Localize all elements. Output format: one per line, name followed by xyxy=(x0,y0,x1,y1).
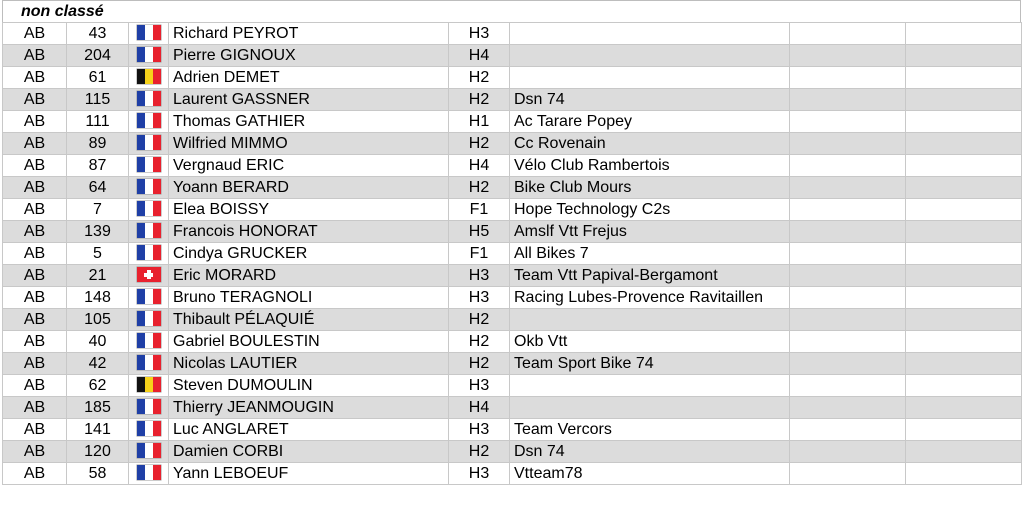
flag-cell xyxy=(129,111,169,133)
status-cell: AB xyxy=(3,155,67,177)
empty-cell xyxy=(790,265,906,287)
france-flag-icon xyxy=(137,399,161,414)
bib-number-cell: 111 xyxy=(67,111,129,133)
category-cell: H2 xyxy=(449,309,510,331)
table-row xyxy=(3,89,1022,111)
category-cell: H2 xyxy=(449,353,510,375)
empty-cell xyxy=(906,111,1022,133)
france-flag-icon xyxy=(137,355,161,370)
empty-cell xyxy=(906,353,1022,375)
switzerland-flag-icon xyxy=(137,267,161,282)
rider-name-cell: Steven DUMOULIN xyxy=(169,375,449,397)
flag-cell xyxy=(129,419,169,441)
team-cell: Vélo Club Rambertois xyxy=(510,155,790,177)
team-cell: Okb Vtt xyxy=(510,331,790,353)
empty-cell xyxy=(906,309,1022,331)
team-cell xyxy=(510,397,790,419)
category-cell: H2 xyxy=(449,177,510,199)
belgium-flag-icon xyxy=(137,69,161,84)
empty-cell xyxy=(906,155,1022,177)
status-cell: AB xyxy=(3,331,67,353)
empty-cell xyxy=(790,133,906,155)
bib-number-cell: 62 xyxy=(67,375,129,397)
results-page xyxy=(2,0,1021,485)
team-cell: Team Sport Bike 74 xyxy=(510,353,790,375)
rider-name-cell: Thierry JEANMOUGIN xyxy=(169,397,449,419)
france-flag-icon xyxy=(137,179,161,194)
empty-cell xyxy=(790,287,906,309)
rider-name-cell: Cindya GRUCKER xyxy=(169,243,449,265)
team-cell xyxy=(510,309,790,331)
france-flag-icon xyxy=(137,47,161,62)
rider-name-cell: Richard PEYROT xyxy=(169,23,449,45)
empty-cell xyxy=(906,441,1022,463)
bib-number-cell: 5 xyxy=(67,243,129,265)
bib-number-cell: 7 xyxy=(67,199,129,221)
table-row xyxy=(3,309,1022,331)
empty-cell xyxy=(790,309,906,331)
flag-cell xyxy=(129,177,169,199)
bib-number-cell: 115 xyxy=(67,89,129,111)
empty-cell xyxy=(906,287,1022,309)
table-row xyxy=(3,353,1022,375)
flag-cell xyxy=(129,265,169,287)
empty-cell xyxy=(906,67,1022,89)
rider-name-cell: Vergnaud ERIC xyxy=(169,155,449,177)
table-row xyxy=(3,397,1022,419)
table-row xyxy=(3,331,1022,353)
france-flag-icon xyxy=(137,311,161,326)
empty-cell xyxy=(790,111,906,133)
status-cell: AB xyxy=(3,397,67,419)
flag-cell xyxy=(129,133,169,155)
status-cell: AB xyxy=(3,23,67,45)
status-cell: AB xyxy=(3,419,67,441)
status-cell: AB xyxy=(3,221,67,243)
category-cell: H2 xyxy=(449,441,510,463)
empty-cell xyxy=(790,67,906,89)
bib-number-cell: 141 xyxy=(67,419,129,441)
france-flag-icon xyxy=(137,91,161,106)
team-cell: Bike Club Mours xyxy=(510,177,790,199)
flag-cell xyxy=(129,243,169,265)
france-flag-icon xyxy=(137,333,161,348)
category-cell: H2 xyxy=(449,67,510,89)
flag-cell xyxy=(129,397,169,419)
table-row xyxy=(3,265,1022,287)
status-cell: AB xyxy=(3,265,67,287)
france-flag-icon xyxy=(137,245,161,260)
bib-number-cell: 105 xyxy=(67,309,129,331)
empty-cell xyxy=(906,177,1022,199)
rider-name-cell: Damien CORBI xyxy=(169,441,449,463)
france-flag-icon xyxy=(137,135,161,150)
status-cell: AB xyxy=(3,287,67,309)
france-flag-icon xyxy=(137,421,161,436)
bib-number-cell: 40 xyxy=(67,331,129,353)
bib-number-cell: 89 xyxy=(67,133,129,155)
flag-cell xyxy=(129,287,169,309)
table-row xyxy=(3,243,1022,265)
empty-cell xyxy=(906,375,1022,397)
team-cell: Ac Tarare Popey xyxy=(510,111,790,133)
table-row xyxy=(3,155,1022,177)
team-cell xyxy=(510,375,790,397)
bib-number-cell: 61 xyxy=(67,67,129,89)
rider-name-cell: Gabriel BOULESTIN xyxy=(169,331,449,353)
flag-cell xyxy=(129,67,169,89)
team-cell: Vtteam78 xyxy=(510,463,790,485)
flag-cell xyxy=(129,89,169,111)
flag-cell xyxy=(129,353,169,375)
status-cell: AB xyxy=(3,375,67,397)
team-cell: Amslf Vtt Frejus xyxy=(510,221,790,243)
category-cell: H3 xyxy=(449,265,510,287)
team-cell: Team Vtt Papival-Bergamont xyxy=(510,265,790,287)
category-cell: H3 xyxy=(449,287,510,309)
category-cell: H3 xyxy=(449,375,510,397)
bib-number-cell: 43 xyxy=(67,23,129,45)
category-cell: H3 xyxy=(449,23,510,45)
rider-name-cell: Nicolas LAUTIER xyxy=(169,353,449,375)
category-cell: H4 xyxy=(449,397,510,419)
category-cell: H2 xyxy=(449,89,510,111)
team-cell: Cc Rovenain xyxy=(510,133,790,155)
status-cell: AB xyxy=(3,45,67,67)
empty-cell xyxy=(906,45,1022,67)
team-cell xyxy=(510,67,790,89)
team-cell xyxy=(510,23,790,45)
empty-cell xyxy=(906,419,1022,441)
empty-cell xyxy=(790,155,906,177)
france-flag-icon xyxy=(137,289,161,304)
bib-number-cell: 120 xyxy=(67,441,129,463)
table-row xyxy=(3,419,1022,441)
empty-cell xyxy=(790,441,906,463)
bib-number-cell: 64 xyxy=(67,177,129,199)
team-cell: All Bikes 7 xyxy=(510,243,790,265)
category-cell: H5 xyxy=(449,221,510,243)
table-row xyxy=(3,221,1022,243)
rider-name-cell: Thibault PÉLAQUIÉ xyxy=(169,309,449,331)
rider-name-cell: Elea BOISSY xyxy=(169,199,449,221)
empty-cell xyxy=(790,89,906,111)
flag-cell xyxy=(129,23,169,45)
france-flag-icon xyxy=(137,223,161,238)
team-cell: Racing Lubes-Provence Ravitaillen xyxy=(510,287,790,309)
empty-cell xyxy=(790,375,906,397)
flag-cell xyxy=(129,309,169,331)
empty-cell xyxy=(790,419,906,441)
empty-cell xyxy=(790,331,906,353)
belgium-flag-icon xyxy=(137,377,161,392)
empty-cell xyxy=(906,463,1022,485)
team-cell xyxy=(510,45,790,67)
status-cell: AB xyxy=(3,463,67,485)
flag-cell xyxy=(129,441,169,463)
france-flag-icon xyxy=(137,113,161,128)
rider-name-cell: Eric MORARD xyxy=(169,265,449,287)
rider-name-cell: Yann LEBOEUF xyxy=(169,463,449,485)
flag-cell xyxy=(129,331,169,353)
flag-cell xyxy=(129,375,169,397)
team-cell: Dsn 74 xyxy=(510,89,790,111)
rider-name-cell: Yoann BERARD xyxy=(169,177,449,199)
empty-cell xyxy=(906,221,1022,243)
france-flag-icon xyxy=(137,443,161,458)
france-flag-icon xyxy=(137,157,161,172)
empty-cell xyxy=(790,23,906,45)
empty-cell xyxy=(906,133,1022,155)
empty-cell xyxy=(790,243,906,265)
table-row xyxy=(3,463,1022,485)
empty-cell xyxy=(906,23,1022,45)
france-flag-icon xyxy=(137,465,161,480)
empty-cell xyxy=(906,265,1022,287)
status-cell: AB xyxy=(3,67,67,89)
empty-cell xyxy=(790,221,906,243)
category-cell: H4 xyxy=(449,45,510,67)
flag-cell xyxy=(129,199,169,221)
bib-number-cell: 148 xyxy=(67,287,129,309)
bib-number-cell: 87 xyxy=(67,155,129,177)
status-cell: AB xyxy=(3,441,67,463)
status-cell: AB xyxy=(3,89,67,111)
table-row xyxy=(3,177,1022,199)
rider-name-cell: Bruno TERAGNOLI xyxy=(169,287,449,309)
category-cell: H2 xyxy=(449,133,510,155)
table-row xyxy=(3,375,1022,397)
bib-number-cell: 21 xyxy=(67,265,129,287)
rider-name-cell: Thomas GATHIER xyxy=(169,111,449,133)
empty-cell xyxy=(906,397,1022,419)
status-cell: AB xyxy=(3,177,67,199)
team-cell: Hope Technology C2s xyxy=(510,199,790,221)
empty-cell xyxy=(790,397,906,419)
status-cell: AB xyxy=(3,353,67,375)
category-cell: H4 xyxy=(449,155,510,177)
rider-name-cell: Francois HONORAT xyxy=(169,221,449,243)
empty-cell xyxy=(906,199,1022,221)
empty-cell xyxy=(906,331,1022,353)
rider-name-cell: Luc ANGLARET xyxy=(169,419,449,441)
bib-number-cell: 204 xyxy=(67,45,129,67)
bib-number-cell: 185 xyxy=(67,397,129,419)
category-cell: F1 xyxy=(449,199,510,221)
bib-number-cell: 42 xyxy=(67,353,129,375)
category-cell: H1 xyxy=(449,111,510,133)
table-row xyxy=(3,23,1022,45)
status-cell: AB xyxy=(3,111,67,133)
status-cell: AB xyxy=(3,243,67,265)
team-cell: Dsn 74 xyxy=(510,441,790,463)
category-cell: H3 xyxy=(449,463,510,485)
section-title: non classé xyxy=(2,0,1021,22)
bib-number-cell: 58 xyxy=(67,463,129,485)
empty-cell xyxy=(906,89,1022,111)
table-row xyxy=(3,133,1022,155)
table-row xyxy=(3,287,1022,309)
bib-number-cell: 139 xyxy=(67,221,129,243)
results-table xyxy=(2,22,1022,485)
france-flag-icon xyxy=(137,201,161,216)
table-row xyxy=(3,45,1022,67)
status-cell: AB xyxy=(3,309,67,331)
empty-cell xyxy=(790,463,906,485)
rider-name-cell: Adrien DEMET xyxy=(169,67,449,89)
empty-cell xyxy=(790,353,906,375)
category-cell: F1 xyxy=(449,243,510,265)
rider-name-cell: Wilfried MIMMO xyxy=(169,133,449,155)
flag-cell xyxy=(129,221,169,243)
flag-cell xyxy=(129,45,169,67)
team-cell: Team Vercors xyxy=(510,419,790,441)
empty-cell xyxy=(790,177,906,199)
category-cell: H3 xyxy=(449,419,510,441)
status-cell: AB xyxy=(3,133,67,155)
empty-cell xyxy=(790,45,906,67)
empty-cell xyxy=(790,199,906,221)
table-row xyxy=(3,199,1022,221)
flag-cell xyxy=(129,463,169,485)
france-flag-icon xyxy=(137,25,161,40)
table-row xyxy=(3,111,1022,133)
rider-name-cell: Laurent GASSNER xyxy=(169,89,449,111)
flag-cell xyxy=(129,155,169,177)
table-row xyxy=(3,67,1022,89)
table-row xyxy=(3,441,1022,463)
category-cell: H2 xyxy=(449,331,510,353)
results-table-body xyxy=(3,23,1022,485)
status-cell: AB xyxy=(3,199,67,221)
rider-name-cell: Pierre GIGNOUX xyxy=(169,45,449,67)
empty-cell xyxy=(906,243,1022,265)
